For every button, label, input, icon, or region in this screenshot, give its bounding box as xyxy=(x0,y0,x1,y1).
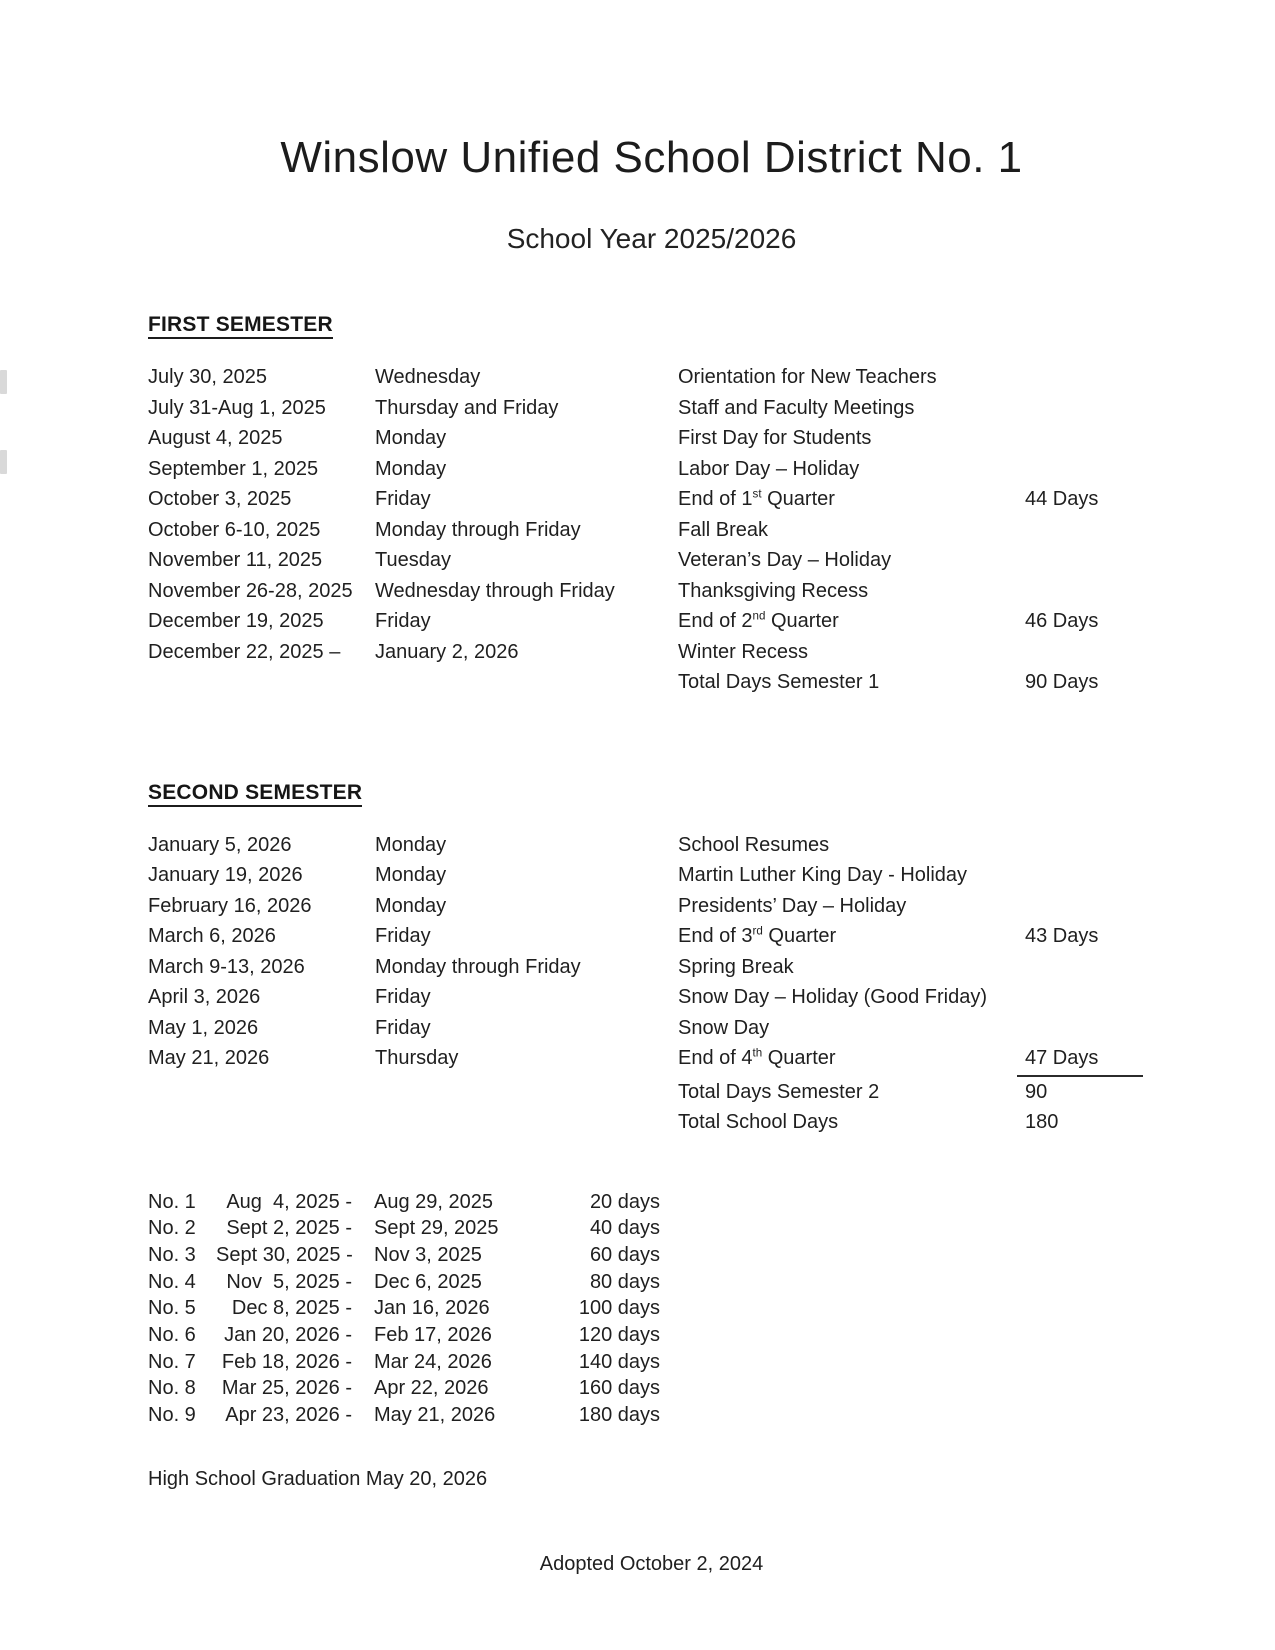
date-cell: February 16, 2026 xyxy=(148,894,312,917)
period-start-date-cell: Jan 20, 2026 - xyxy=(224,1324,352,1347)
date-cell: November 11, 2025 xyxy=(148,549,323,571)
reporting-period-row xyxy=(148,1322,1155,1349)
date-cell xyxy=(148,667,375,698)
weekday-cell: Friday xyxy=(375,986,431,1008)
calendar-row xyxy=(148,982,1155,1013)
reporting-periods-table xyxy=(148,1189,1155,1429)
period-start-date-cell: Feb 18, 2026 - xyxy=(221,1350,352,1373)
calendar-row xyxy=(148,606,1155,637)
daycount-cell: 90 xyxy=(1025,1080,1048,1103)
weekday-cell: Friday xyxy=(375,488,431,510)
weekday-cell: January 2, 2026 xyxy=(375,640,519,663)
reporting-period-row xyxy=(148,1402,1155,1429)
period-number-cell: No. 3 xyxy=(148,1243,196,1266)
date-cell: January 5, 2026 xyxy=(148,833,292,856)
period-daycount-cell: 140 days xyxy=(578,1350,660,1373)
daycount-cell xyxy=(1025,952,1155,983)
calendar-row xyxy=(148,667,1155,698)
date-cell: July 30, 2025 xyxy=(148,366,267,388)
daycount-cell xyxy=(1025,393,1155,424)
weekday-cell: Friday xyxy=(375,610,431,632)
calendar-row xyxy=(148,576,1155,607)
reporting-period-row xyxy=(148,1295,1155,1322)
date-cell: July 31-Aug 1, 2025 xyxy=(148,396,326,419)
calendar-row xyxy=(148,393,1155,424)
adopted-note: Adopted October 2, 2024 xyxy=(539,1552,764,1575)
period-number-cell: No. 1 xyxy=(148,1190,196,1213)
event-cell: End of 4th Quarter xyxy=(678,1046,836,1069)
date-cell: March 6, 2026 xyxy=(148,925,276,947)
calendar-row xyxy=(148,1043,1155,1077)
date-cell: December 19, 2025 xyxy=(148,610,324,632)
calendar-row xyxy=(148,454,1155,485)
daycount-cell: 180 xyxy=(1025,1111,1059,1133)
date-cell: March 9-13, 2026 xyxy=(148,955,305,978)
event-cell: Total Days Semester 2 xyxy=(678,1080,880,1103)
period-end-date-cell: Dec 6, 2025 xyxy=(374,1270,482,1293)
period-end-date-cell: Aug 29, 2025 xyxy=(374,1190,493,1213)
reporting-period-row xyxy=(148,1242,1155,1269)
first-semester-heading xyxy=(148,312,1155,338)
period-end-date-cell: May 21, 2026 xyxy=(374,1404,496,1427)
weekday-cell: Tuesday xyxy=(375,549,451,571)
weekday-cell: Wednesday xyxy=(375,366,481,388)
event-cell: Fall Break xyxy=(678,518,769,541)
date-cell: November 26-28, 2025 xyxy=(148,579,353,602)
weekday-cell: Thursday xyxy=(375,1047,459,1069)
event-cell: Presidents’ Day – Holiday xyxy=(678,894,907,917)
daycount-cell: 43 Days xyxy=(1025,925,1099,947)
first-semester-heading-text: FIRST SEMESTER xyxy=(148,313,333,339)
period-end-date-cell: Jan 16, 2026 xyxy=(374,1297,490,1320)
daycount-cell: 46 Days xyxy=(1025,610,1099,632)
weekday-cell: Monday xyxy=(375,833,447,856)
date-cell: May 21, 2026 xyxy=(148,1047,270,1069)
daycount-cell: 90 Days xyxy=(1025,671,1099,693)
event-cell: End of 2nd Quarter xyxy=(678,609,839,632)
scan-artifact xyxy=(0,370,7,394)
period-start-date-cell: Nov 5, 2025 - xyxy=(226,1270,352,1293)
event-cell: Snow Day xyxy=(678,1016,770,1039)
period-end-date-cell: Feb 17, 2026 xyxy=(374,1324,492,1347)
event-cell: Labor Day – Holiday xyxy=(678,457,860,480)
date-cell: January 19, 2026 xyxy=(148,864,303,886)
reporting-period-row xyxy=(148,1215,1155,1242)
period-end-date-cell: Nov 3, 2025 xyxy=(374,1243,482,1266)
reporting-period-row xyxy=(148,1375,1155,1402)
period-number-cell: No. 7 xyxy=(148,1350,196,1373)
weekday-cell: Monday through Friday xyxy=(375,518,581,541)
period-daycount-cell: 80 days xyxy=(589,1270,660,1293)
event-cell: First Day for Students xyxy=(678,427,872,449)
period-start-date-cell: Aug 4, 2025 - xyxy=(226,1190,352,1213)
weekday-cell: Monday xyxy=(375,894,447,917)
reporting-period-row xyxy=(148,1269,1155,1296)
period-start-date-cell: Mar 25, 2026 - xyxy=(221,1377,352,1400)
event-cell: Total School Days xyxy=(678,1111,839,1133)
calendar-row xyxy=(148,423,1155,454)
weekday-cell: Wednesday through Friday xyxy=(375,579,615,602)
period-number-cell: No. 8 xyxy=(148,1377,196,1400)
daycount-cell: 44 Days xyxy=(1025,488,1099,510)
event-cell: End of 3rd Quarter xyxy=(678,924,837,947)
period-daycount-cell: 100 days xyxy=(578,1297,660,1320)
calendar-row xyxy=(148,515,1155,546)
second-semester-table xyxy=(148,830,1155,1138)
event-cell: Orientation for New Teachers xyxy=(678,366,937,388)
event-cell: Snow Day – Holiday (Good Friday) xyxy=(678,986,988,1008)
daycount-cell xyxy=(1025,860,1155,891)
calendar-row xyxy=(148,921,1155,952)
period-start-date-cell: Apr 23, 2026 - xyxy=(225,1404,352,1427)
daycount-cell xyxy=(1025,1013,1155,1044)
date-cell xyxy=(148,1107,375,1138)
daycount-cell xyxy=(1025,830,1155,861)
weekday-cell: Monday xyxy=(375,427,447,449)
period-daycount-cell: 40 days xyxy=(589,1217,660,1240)
event-cell: School Resumes xyxy=(678,833,830,856)
calendar-row xyxy=(148,484,1155,515)
period-number-cell: No. 2 xyxy=(148,1217,196,1240)
weekday-cell: Monday through Friday xyxy=(375,955,581,978)
date-cell: October 6-10, 2025 xyxy=(148,518,321,541)
period-daycount-cell: 60 days xyxy=(589,1243,660,1266)
calendar-row xyxy=(148,860,1155,891)
period-start-date-cell: Dec 8, 2025 - xyxy=(231,1297,352,1320)
date-cell xyxy=(148,1077,375,1108)
daycount-cell xyxy=(1025,423,1155,454)
event-cell: Total Days Semester 1 xyxy=(678,671,880,693)
daycount-cell xyxy=(1025,362,1155,393)
date-cell: April 3, 2026 xyxy=(148,986,261,1008)
page-subtitle: School Year 2025/2026 xyxy=(506,223,797,254)
event-cell: Martin Luther King Day - Holiday xyxy=(678,864,968,886)
second-semester-heading-text: SECOND SEMESTER xyxy=(148,781,362,807)
calendar-row xyxy=(148,830,1155,861)
calendar-row xyxy=(148,1077,1155,1108)
calendar-row xyxy=(148,545,1155,576)
weekday-cell: Monday xyxy=(375,457,447,480)
event-cell: Winter Recess xyxy=(678,640,809,663)
date-cell: September 1, 2025 xyxy=(148,457,319,480)
period-start-date-cell: Sept 30, 2025 - xyxy=(216,1243,353,1266)
daycount-cell xyxy=(1025,515,1155,546)
event-cell: Veteran’s Day – Holiday xyxy=(678,549,892,571)
daycount-cell xyxy=(1025,891,1155,922)
graduation-note: High School Graduation May 20, 2026 xyxy=(148,1467,488,1490)
period-number-cell: No. 4 xyxy=(148,1270,196,1293)
period-daycount-cell: 20 days xyxy=(589,1190,660,1213)
second-semester-heading xyxy=(148,780,1155,806)
calendar-row xyxy=(148,891,1155,922)
scan-artifact xyxy=(0,450,7,474)
date-cell: October 3, 2025 xyxy=(148,488,292,510)
event-cell: Spring Break xyxy=(678,955,794,978)
event-cell: Staff and Faculty Meetings xyxy=(678,396,915,419)
period-daycount-cell: 160 days xyxy=(578,1377,660,1400)
daycount-cell xyxy=(1025,637,1155,668)
period-end-date-cell: Apr 22, 2026 xyxy=(374,1377,489,1400)
period-daycount-cell: 180 days xyxy=(578,1404,660,1427)
event-cell: End of 1st Quarter xyxy=(678,487,835,510)
period-number-cell: No. 5 xyxy=(148,1297,196,1320)
event-cell: Thanksgiving Recess xyxy=(678,579,869,602)
period-number-cell: No. 9 xyxy=(148,1404,196,1427)
reporting-period-row xyxy=(148,1349,1155,1376)
weekday-cell xyxy=(375,667,678,698)
daycount-cell: 47 Days xyxy=(1025,1043,1155,1077)
weekday-cell xyxy=(375,1107,678,1138)
daycount-cell xyxy=(1025,545,1155,576)
daycount-cell xyxy=(1025,576,1155,607)
weekday-cell: Friday xyxy=(375,1016,431,1039)
calendar-row xyxy=(148,362,1155,393)
period-start-date-cell: Sept 2, 2025 - xyxy=(226,1217,352,1240)
date-cell: December 22, 2025 – xyxy=(148,640,341,663)
calendar-row xyxy=(148,637,1155,668)
date-cell: May 1, 2026 xyxy=(148,1016,259,1039)
weekday-cell xyxy=(375,1077,678,1108)
calendar-row xyxy=(148,952,1155,983)
period-number-cell: No. 6 xyxy=(148,1324,196,1347)
period-end-date-cell: Sept 29, 2025 xyxy=(374,1217,499,1240)
period-daycount-cell: 120 days xyxy=(578,1324,660,1347)
calendar-row xyxy=(148,1107,1155,1138)
period-end-date-cell: Mar 24, 2026 xyxy=(374,1350,492,1373)
first-semester-table xyxy=(148,362,1155,698)
daycount-cell xyxy=(1025,982,1155,1013)
page-title: Winslow Unified School District No. 1 xyxy=(280,133,1023,182)
calendar-row xyxy=(148,1013,1155,1044)
weekday-cell: Thursday and Friday xyxy=(375,396,559,419)
daycount-cell xyxy=(1025,454,1155,485)
reporting-period-row xyxy=(148,1189,1155,1216)
weekday-cell: Friday xyxy=(375,925,431,947)
date-cell: August 4, 2025 xyxy=(148,427,283,449)
weekday-cell: Monday xyxy=(375,864,447,886)
